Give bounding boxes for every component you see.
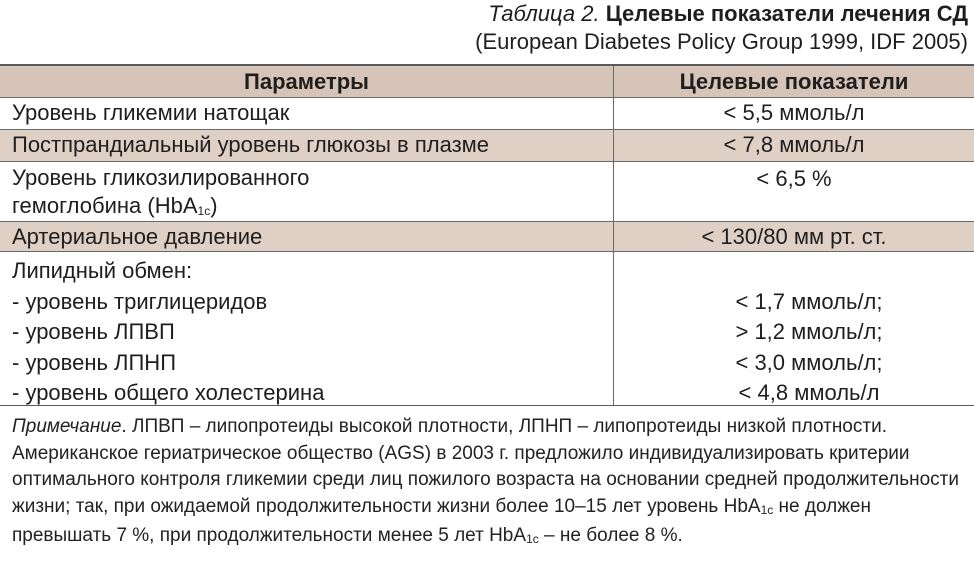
lipid-target: < 3,0 ммоль/л; xyxy=(735,349,883,375)
target-cell: < 7,8 ммоль/л xyxy=(723,132,865,157)
target-cell: < 6,5 % xyxy=(756,166,832,191)
table-row-lipid xyxy=(0,252,974,406)
table-header-row xyxy=(0,66,974,98)
lipid-target: < 1,7 ммоль/л; xyxy=(735,288,883,314)
target-cell: < 5,5 ммоль/л xyxy=(723,100,865,125)
table-row xyxy=(0,130,974,162)
param-cell: Артериальное давление xyxy=(0,222,614,251)
param-cell xyxy=(0,162,614,221)
lipid-param: - уровень ЛПВП xyxy=(12,319,175,344)
table-note: Примечание. ЛПВП – липопротеиды высокой плотности, ЛПНП – липопротеиды низкой плотности. Американское гериатрическое общество (AGS) в 2003 г. предложило индивидуализировать критерии оптимального контроля гликемии среди лиц пожилого возраста на основании средней продолжительности жизни; так, при ожидаемой продолжительности жизни более 10–15 лет уровень HbA$_{1c}$ не должен превышать 7 %, при продолжительности менее 5 лет HbA$_{1c}$ – не более 8 %. xyxy=(12,416,959,546)
lipid-param: - уровень триглицеридов xyxy=(12,288,268,314)
lipid-param: - уровень ЛПНП xyxy=(12,349,177,375)
table-row xyxy=(0,98,974,130)
table-row xyxy=(0,162,974,222)
param-cell: Уровень гликемии натощак xyxy=(0,98,614,129)
lipid-target-spacer xyxy=(614,256,974,287)
targets-table xyxy=(0,64,974,406)
table-caption xyxy=(8,0,968,56)
header-targets: Целевые показатели xyxy=(679,69,909,94)
lipid-title: Липидный обмен: xyxy=(12,258,193,283)
lipid-targets xyxy=(614,252,974,405)
note-lead: Примечание xyxy=(12,416,122,437)
param-line-2: гемоглобина (HbA$_{1c}$) xyxy=(12,193,218,218)
lipid-target: > 1,2 ммоль/л; xyxy=(735,319,883,344)
caption-title: Целевые показатели лечения СД xyxy=(605,1,968,26)
caption-lead: Таблица 2. xyxy=(488,1,600,26)
lipid-params xyxy=(0,252,614,405)
table-row xyxy=(0,222,974,252)
caption-source: (European Diabetes Policy Group 1999, IDF 2005) xyxy=(475,29,968,54)
lipid-param: - уровень общего холестерина xyxy=(12,380,325,405)
target-cell: < 130/80 мм рт. ст. xyxy=(701,224,887,249)
header-parameters: Параметры xyxy=(0,66,614,97)
param-cell: Постпрандиальный уровень глюкозы в плазме xyxy=(0,130,614,161)
param-line-1: Уровень гликозилированного xyxy=(12,165,310,190)
lipid-target: < 4,8 ммоль/л xyxy=(738,380,880,405)
